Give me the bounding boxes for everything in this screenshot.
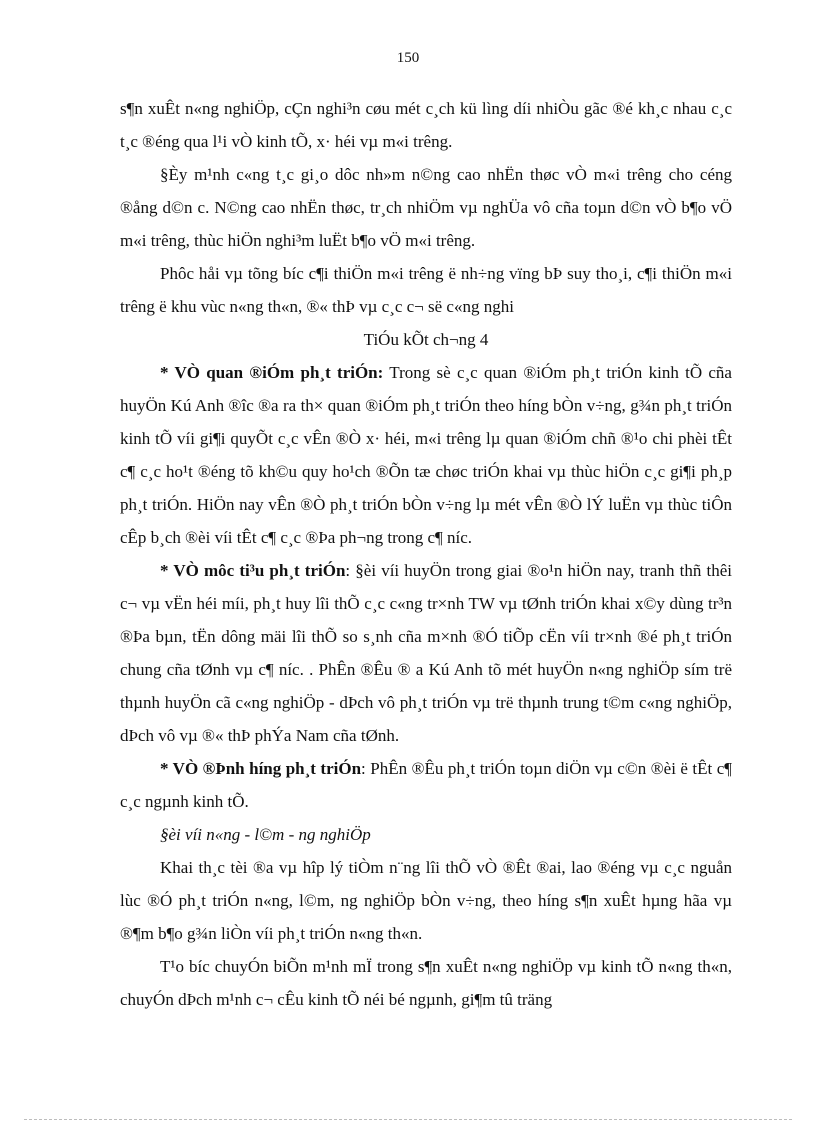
paragraph-lead: * VÒ quan ®iÓm ph¸t triÓn: bbox=[160, 363, 384, 382]
paragraph bbox=[120, 752, 732, 818]
section-heading: TiÓu kÕt ch¬ng 4 bbox=[363, 330, 489, 349]
paragraph-text: : §èi víi huyÖn trong giai ®o¹n hiÖn nay, tranh thñ thêi c¬ vµ vËn héi míi, ph¸t huy lîi thÕ c¸c c«ng tr×nh TW vµ tØnh triÓn khai x©y dùng tr³n ®Þa bµn, tËn dông mäi lîi thÕ so s¸nh cña m×nh ®Ó tiÕp cËn víi tr×nh ®é ph¸t triÓn chung cña tØnh vµ c¶ níc. . PhÊn ®Êu ® a Kú Anh tõ mét huyÖn n«ng nghiÖp sím trë thµnh huyÖn cã c«ng nghiÖp - dÞch vô ph¸t triÓn vµ trë thµnh trung t©m c«ng nghiÖp, dÞch vô vµ ®« thÞ phÝa Nam cña tØnh. bbox=[120, 561, 732, 745]
body-text bbox=[120, 92, 732, 1016]
paragraph: Khai th¸c tèi ®a vµ hîp lý tiÒm n¨ng lîi thÕ vÒ ®Êt ®ai, lao ®éng vµ c¸c nguån lùc ®Ó ph¸t triÓn n«ng, l©m, ng nghiÖp bÒn v÷ng, theo híng s¶n xuÊt hµng hãa vµ ®¶m b¶o g¾n liÒn víi ph¸t triÓn n«ng th«n. bbox=[120, 858, 732, 943]
paragraph: s¶n xuÊt n«ng nghiÖp, cÇn nghi³n cøu mét c¸ch kü lìng díi nhiÒu gãc ®é kh¸c nhau c¸c t¸c ®éng qua l¹i vÒ kinh tÕ, x· héi vµ m«i trêng. bbox=[120, 99, 732, 151]
paragraph bbox=[120, 356, 732, 554]
paragraph-text: : PhÊn ®Êu ph¸t triÓn toµn diÖn vµ c©n ®èi ë tÊt c¶ c¸c ngµnh kinh tÕ. bbox=[120, 759, 732, 811]
paragraph: Phôc håi vµ tõng bíc c¶i thiÖn m«i trêng ë nh÷ng vïng bÞ suy tho¸i, c¶i thiÖn m«i trêng ë khu vùc n«ng th«n, ®« thÞ vµ c¸c c¬ së c«ng nghi bbox=[120, 264, 732, 316]
paragraph-lead: * VÒ môc ti³u ph¸t triÓn bbox=[160, 561, 346, 580]
paragraph-lead: * VÒ ®Þnh híng ph¸t triÓn bbox=[160, 759, 362, 778]
paragraph-text: Trong sè c¸c quan ®iÓm ph¸t triÓn kinh tÕ cña huyÖn Kú Anh ®îc ®a ra th× quan ®iÓm ph¸t triÓn theo híng bÒn v÷ng, g¾n ph¸t triÓn kinh tÕ víi gi¶i quyÕt c¸c vÊn ®Ò x· héi, m«i trêng lµ quan ®iÓm chñ ®¹o chi phèi tÊt c¶ c¸c ho¹t ®éng tõ kh©u quy ho¹ch ®Õn tæ chøc triÓn khai vµ thùc hiÖn c¸c gi¶i ph¸p ph¸t triÓn. HiÖn nay vÊn ®Ò ph¸t triÓn bÒn v÷ng lµ mét vÊn ®Ò lÝ luËn vµ thùc tiÔn cÊp b¸ch ®èi víi tÊt c¶ c¸c ®Þa ph¬ng trong c¶ níc. bbox=[120, 363, 732, 547]
page-bottom-divider bbox=[24, 1119, 792, 1120]
page-number: 150 bbox=[396, 50, 420, 66]
subheading: §èi víi n«ng - l©m - ng nghiÖp bbox=[160, 825, 371, 844]
paragraph: §Èy m¹nh c«ng t¸c gi¸o dôc nh»m n©ng cao nhËn thøc vÒ m«i trêng cho céng ®ång d©n c. N©ng cao nhËn thøc, tr¸ch nhiÖm vµ nghÜa vô cña toµn d©n vÒ b¶o vÖ m«i trêng, thùc hiÖn nghi³m luËt b¶o vÖ m«i trêng. bbox=[120, 165, 732, 250]
paragraph: T¹o bíc chuyÓn biÕn m¹nh mÏ trong s¶n xuÊt n«ng nghiÖp vµ kinh tÕ n«ng th«n, chuyÓn dÞch m¹nh c¬ cÊu kinh tÕ néi bé ngµnh, gi¶m tû träng bbox=[120, 957, 732, 1009]
paragraph bbox=[120, 554, 732, 752]
